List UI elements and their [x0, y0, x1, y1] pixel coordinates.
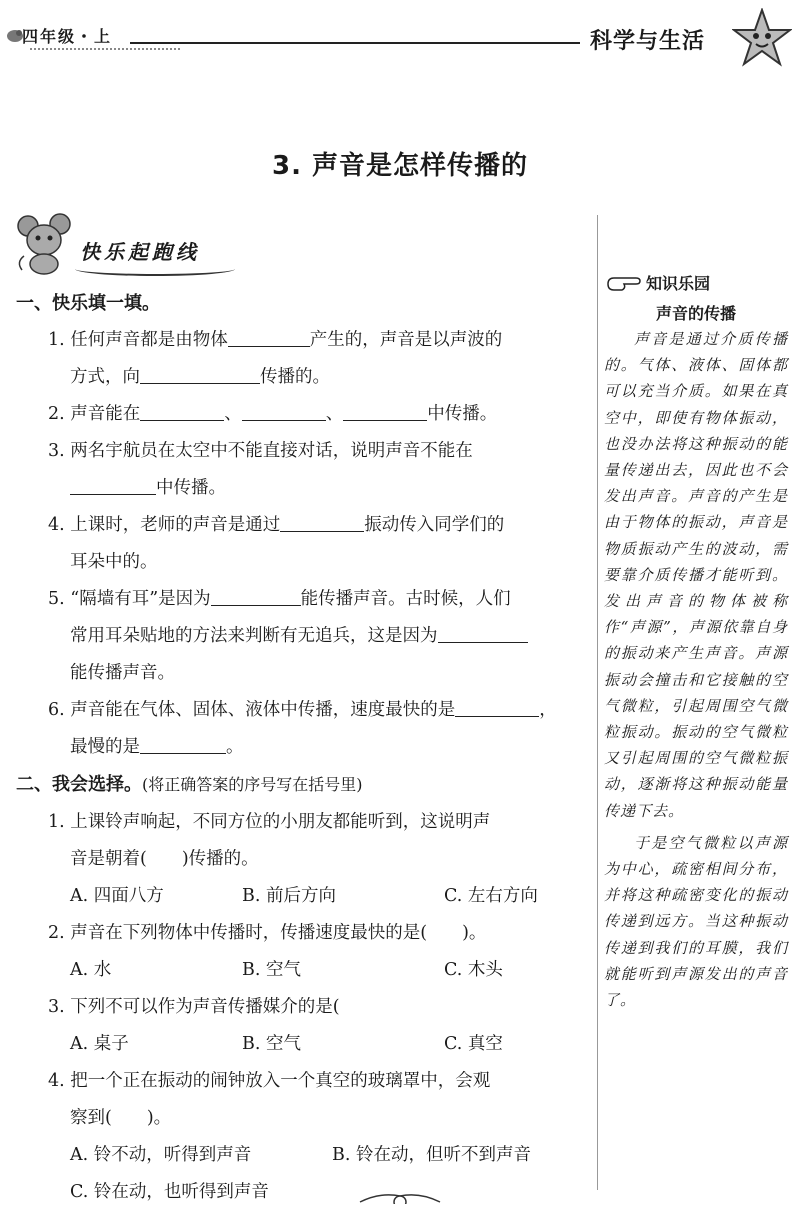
q1-text-a: 1. 任何声音都是由物体: [48, 330, 228, 350]
q5-blank2[interactable]: [438, 620, 528, 643]
mc3-options: [16, 1026, 591, 1063]
q2-text-a: 2. 声音能在: [48, 404, 141, 424]
mc4-options-row1: [16, 1137, 591, 1174]
q6-line1: [16, 692, 591, 729]
mc4-option-c[interactable]: C. 铃在动，也听得到声音: [70, 1182, 269, 1202]
mc4-line1: [16, 1063, 591, 1100]
mouse-mascot-icon: [14, 212, 78, 276]
sidebar-paragraph-1: 声音是通过介质传播的。气体、液体、固体都可以充当介质。如果在真空中，即使有物体振动，也没办法将这种振动的能量传递出去，因此也不会发出声音。声音的产生是由于物体的振动，声音是物质振动产生的波动，需要靠介质传播才能听到。发出声音的物体被称作“声源”，声源依靠自身的振动来产生声音。声源振动会撞击和它接触的空气微粒，引起周围空气微粒振动。振动的空气微粒又引起周围的空气微粒振动，逐渐将这种振动能量传递下去。: [604, 330, 788, 820]
mc1-option-b[interactable]: B. 前后方向: [242, 886, 336, 906]
mc1-line1: [16, 804, 591, 841]
q2-sep2: 、: [325, 404, 344, 424]
mc2-option-c[interactable]: C. 木头: [444, 960, 503, 980]
sidebar-paragraph-2: 于是空气微粒以声源为中心，疏密相间分布，并将这种疏密变化的振动传递到远方。当这种振动传递到我们的耳膜，我们就能听到声源发出的声音了。: [604, 833, 788, 1010]
mc3-line: [16, 989, 591, 1026]
q2-blank2[interactable]: [242, 398, 326, 421]
mc3-option-a[interactable]: A. 桌子: [70, 1034, 129, 1054]
page-title: 3. 声音是怎样传播的: [271, 151, 529, 181]
q1-text-d: 传播的。: [260, 367, 330, 387]
grade-label: 四年级・上: [22, 27, 113, 46]
q6-text-d: 。: [226, 737, 244, 757]
mc4-text-a: 4. 把一个正在振动的闹钟放入一个真空的玻璃罩中，会观: [48, 1071, 491, 1091]
section2-heading-line: [16, 766, 591, 804]
section2-heading: 二、我会选择。: [16, 774, 142, 795]
sidebar-body: [604, 326, 788, 1019]
book-title: 科学与生活: [590, 29, 706, 54]
mc3-text-a: 3. 下列不可以作为声音传播媒介的是(: [48, 997, 340, 1017]
mc2-line: [16, 915, 591, 952]
star-mascot-icon: [732, 8, 792, 70]
sidebar-heading: [606, 270, 710, 294]
q1-text-c: 方式，向: [70, 367, 140, 387]
q3-text-b: 中传播。: [156, 478, 226, 498]
mc2-option-b[interactable]: B. 空气: [242, 960, 301, 980]
mc1-text-a: 1. 上课铃声响起，不同方位的小朋友都能听到，这说明声: [48, 812, 491, 832]
q5-text-b: 能传播声音。古时候，人们: [300, 589, 511, 609]
mc4-line2: [16, 1100, 591, 1137]
mc1-option-c[interactable]: C. 左右方向: [444, 886, 538, 906]
q5-blank1[interactable]: [211, 583, 301, 606]
section-banner: 快乐起跑线: [80, 240, 200, 264]
q5-text-d: 能传播声音。: [70, 663, 175, 683]
sidebar-title: 声音的传播: [655, 304, 736, 323]
q5-line2: [16, 618, 591, 655]
mc2-text-a: 2. 声音在下列物体中传播时，传播速度最快的是( )。: [48, 923, 487, 943]
pointing-hand-icon: [606, 270, 642, 294]
q3-line1: [16, 433, 591, 470]
section1-heading: 一、快乐填一填。: [16, 293, 160, 314]
q6-blank1[interactable]: [455, 694, 539, 717]
exercise-column: [16, 285, 591, 1211]
q4-text-c: 耳朵中的。: [70, 552, 158, 572]
column-divider: [597, 215, 598, 1190]
q1-text-b: 产生的，声音是以声波的: [309, 330, 503, 350]
q2-blank1[interactable]: [140, 398, 224, 421]
q1-line2: [16, 359, 591, 396]
mc2-options: [16, 952, 591, 989]
q3-text-a: 3. 两名宇航员在太空中不能直接对话，说明声音不能在: [48, 441, 473, 461]
q2-sep1: 、: [224, 404, 242, 424]
q5-text-c: 常用耳朵贴地的方法来判断有无追兵，这是因为: [70, 626, 438, 646]
q3-blank[interactable]: [70, 472, 156, 495]
mc4-option-a[interactable]: A. 铃不动，听得到声音: [70, 1145, 252, 1165]
q1-blank1[interactable]: [228, 324, 310, 347]
q1-line1: [16, 322, 591, 359]
mc1-option-a[interactable]: A. 四面八方: [70, 886, 164, 906]
mc1-text-b: 音是朝着( )传播的。: [70, 849, 259, 869]
mc2-option-a[interactable]: A. 水: [70, 960, 112, 980]
q4-blank[interactable]: [280, 509, 364, 532]
q4-text-b: 振动传入同学们的: [364, 515, 505, 535]
q2-line: [16, 396, 591, 433]
q6-blank2[interactable]: [140, 731, 226, 754]
q5-line1: [16, 581, 591, 618]
q3-line2: [16, 470, 591, 507]
q6-line2: [16, 729, 591, 766]
q2-text-b: 中传播。: [427, 404, 498, 424]
mc3-option-c[interactable]: C. 真空: [444, 1034, 503, 1054]
q4-line2: [16, 544, 591, 581]
q2-blank3[interactable]: [343, 398, 427, 421]
mc1-line2: [16, 841, 591, 878]
banner-underline: [75, 262, 235, 276]
mc3-option-b[interactable]: B. 空气: [242, 1034, 301, 1054]
q1-blank2[interactable]: [140, 361, 260, 384]
mc4-text-b: 察到( )。: [70, 1108, 172, 1128]
header-rule: [130, 42, 580, 44]
q6-text-b: ，: [539, 700, 557, 720]
header-dots: [30, 48, 180, 58]
mc4-option-b[interactable]: B. 铃在动，但听不到声音: [332, 1145, 531, 1165]
q5-text-a: 5. “隔墙有耳”是因为: [48, 589, 211, 609]
section2-note: (将正确答案的序号写在括号里): [142, 775, 363, 794]
q5-line3: [16, 655, 591, 692]
sidebar-heading-text: 知识乐园: [646, 273, 711, 293]
q4-text-a: 4. 上课时，老师的声音是通过: [48, 515, 281, 535]
mc1-options: [16, 878, 591, 915]
q6-text-c: 最慢的是: [70, 737, 140, 757]
page-number-ornament: [355, 1192, 445, 1204]
q6-text-a: 6. 声音能在气体、固体、液体中传播，速度最快的是: [48, 700, 456, 720]
mc4-options-row2: [16, 1174, 591, 1211]
q4-line1: [16, 507, 591, 544]
